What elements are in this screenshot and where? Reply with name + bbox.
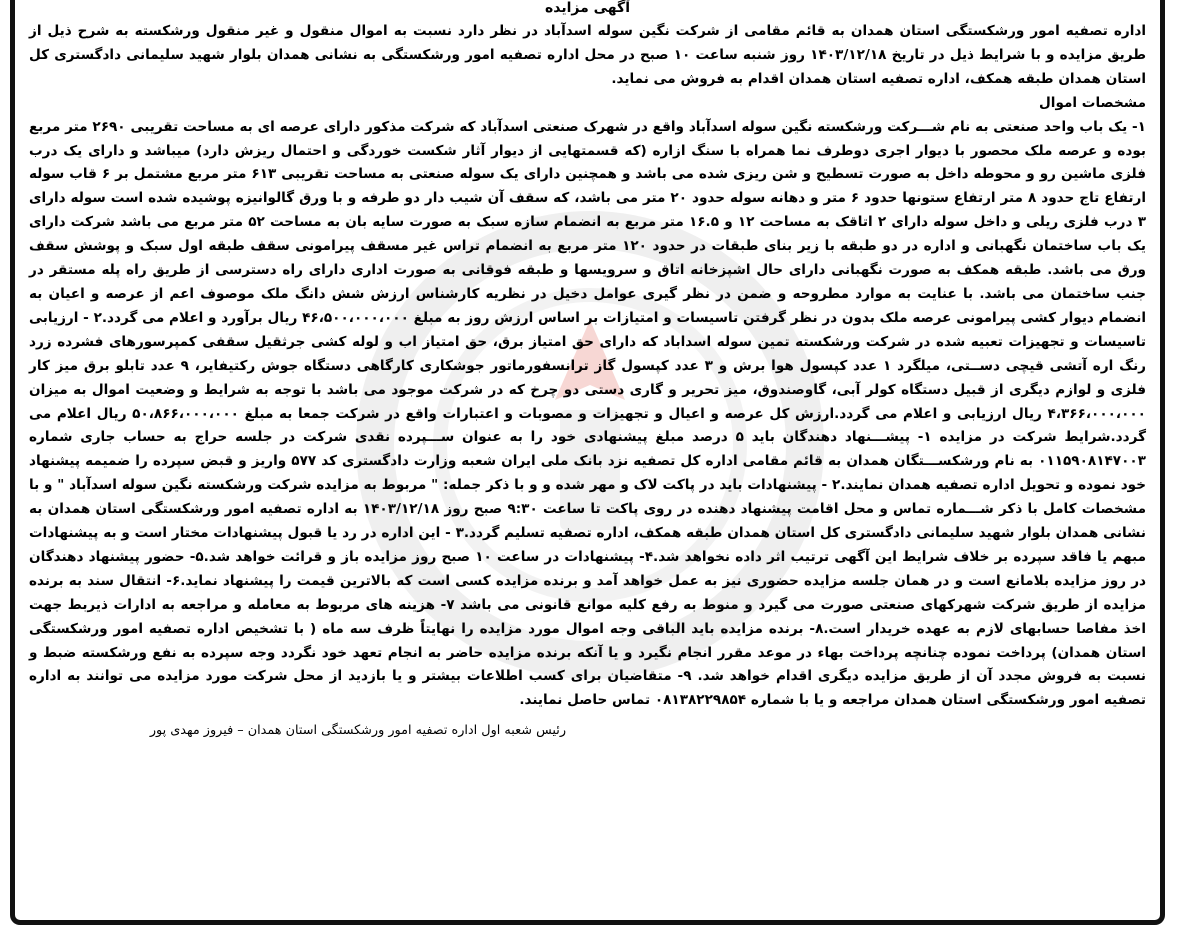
notice-intro: اداره تصفیه امور ورشکستگی استان همدان به قائم مقامی از شرکت نگین سوله اسدآباد در نظر دارد نسبت به اموال منقول و غیر منقول ورشکسته به شرح ذیل از طریق مزایده و با شرایط ذیل در تاریخ ۱۴۰۳/۱۲/۱۸ روز شنبه ساعت ۱۰ صبح در محل اداره تصفیه امور ورشکستگی به نشانی همدان بلوار شهید سلیمانی دادگستری کل استان همدان طبقه همکف، اداره تصفیه استان همدان اقدام به فروش می نماید. (29, 23, 1147, 87)
notice-signature: رئیس شعبه اول اداره تصفیه امور ورشکستگی استان همدان – فیروز مهدی پور (149, 723, 566, 739)
notice-frame (10, 0, 1165, 925)
notice-content (29, 0, 1146, 743)
section-heading: مشخصات اموال (1039, 94, 1146, 111)
notice-title: آگهی مزایده (544, 0, 630, 16)
notice-body: ۱- یک باب واحد صنعتی به نام شـــرکت ورشکسته نگین سوله اسدآباد واقع در شهرک صنعتی اسدآباد که شرکت مذکور دارای عرصه ای به مساحت تقریبی ۲۶۹۰ متر مربع بوده و عرصه ملک محصور با دیوار اجری دوطرف نما همراه با سنگ ازاره (که قسمتهایی از دیوار آثار شکست خوردگی و احتمال ریزش دارد) میباشد و دارای یک درب فلزی ماشین رو و محوطه داخل به صورت تسطیح و شن ریزی شده می باشد و همچنین دارای یک سوله صنعتی به مساحت تقریبی ۶۱۳ متر مربع مشتمل بر ۶ قاب سوله ارتفاع تاج حدود ۸ متر ارتفاع ستونها حدود ۶ متر و دهانه سوله حدود ۲۰ متر می باشد، که سقف آن شیب دار دو طرفه و با ورق گالوانیزه پوشیده شده است سوله دارای ۳ درب فلزی ریلی و داخل سوله دارای ۲ اتاقک به مساحت ۱۲ و ۱۶.۵ متر مربع به انضمام سازه سبک به صورت سایه بان به مساحت ۵۲ متر مربع می باشد شرکت دارای یک باب ساختمان نگهبانی و اداره در دو طبقه با زیر بنای طبقات در حدود ۱۲۰ متر مربع به انضمام تراس غیر مسقف پیرامونی سقف طبقه اول سبک و پوشش سقف ورق می باشد. طبقه همکف به صورت نگهبانی دارای حال اشپزخانه اتاق و سرویسها و طبقه فوقانی به صورت اداری دارای راه دسترسی از طریق راه پله مستقر در جنب ساختمان می باشد. با عنایت به موارد مطروحه و ضمن در نظر گیری عوامل دخیل در نظریه کارشناس ارزش شش دانگ ملک موصوف اعم از عرصه و اعیان به انضمام دیوار کشی پیرامونی عرصه ملک بدون در نظر گرفتن تاسیسات و امتیازات بر اساس ارزش روز به مبلغ ۴۶،۵۰۰،۰۰۰،۰۰۰ ریال برآورد و اعلام می گردد.۲ - ارزیابی تاسیسات و تجهیزات تعبیه شده در شرکت ورشکسته تمین سوله اسداباد که دارای حق امتیاز برق، حق امتیاز اب و لوله کشی جرثقیل سقفی کمپرسورهای فشرده زرد رنگ اره آتشی قیچی دســتی، میلگرد ۱ عدد کپسول هوا برش و ۳ عدد کپسول گاز ترانسفورماتور جوشکاری کارگاهی دستگاه جوش رکتیفایر، ۹ عدد تابلو برق میز کار فلزی و لوازم دیگری از قبیل دستگاه کولر آبی، گاوصندوق، میز تحریر و گاری دستی دو چرخ که در شرکت موجود می باشد با توجه به شرایط و وضعیت اموال به میزان ۴،۳۶۶،۰۰۰،۰۰۰ ریال ارزیابی و اعلام می گردد.ارزش کل عرصه و اعیال و تجهیزات و مصوبات و اعتبارات واقع در شرکت جمعا به مبلغ ۵۰،۸۶۶،۰۰۰،۰۰۰ ریال اعلام می گردد.شرایط شرکت در مزایده ۱- پیشـــنهاد دهندگان باید ۵ درصد مبلغ پیشنهادی خود را به عنوان ســـپرده نقدی شرکت در جلسه حراج به حساب جاری شماره ۰۱۱۵۹۰۸۱۴۷۰۰۳ به نام ورشکســـتگان همدان به قائم مقامی اداره کل تصفیه نزد بانک ملی ایران شعبه وزارت دادگستری کد ۵۷۷ واریز و قبض سپرده را ضمیمه پیشنهاد خود نموده و تحویل اداره تصفیه همدان نمایند.۲ - پیشنهادات باید در پاکت لاک و مهر شده و و با ذکر جمله: " مربوط به مزایده شرکت ورشکسته نگین سوله اسدآباد " و با مشخصات کامل با ذکر شـــماره تماس و محل اقامت پیشنهاد دهنده در روی پاکت تا ساعت ۹:۳۰ صبح روز ۱۴۰۳/۱۲/۱۸ به اداره تصفیه امور ورشکستگی استان همدان به نشانی همدان بلوار شهید سلیمانی دادگستری کل استان همدان طبقه همکف، اداره تصفیه تسلیم گردد.۳ - این اداره در رد یا قبول پیشنهادات مختار است و به پیشنهادات مبهم یا فاقد سپرده بر خلاف شرایط این آگهی ترتیب اثر داده نخواهد شد.۴- پیشنهادات در ساعت ۱۰ صبح روز مزایده باز و قرائت خواهد شد.۵- حضور پیشنهاد دهندگان در روز مزایده بلامانع است و در همان جلسه مزایده حضوری نیز به عمل خواهد آمد و برنده مزایده کسی است که بالاترین قیمت را پیشنهاد نماید.۶- انتقال سند به برنده مزایده از طریق شرکت شهرکهای صنعتی صورت می گیرد و منوط به رفع کلیه موانع قانونی می باشد ۷- هزینه های مربوط به معامله و مراجعه به ادارات ذیربط جهت اخذ مفاصا حسابهای لازم به عهده خریدار است.۸- برنده مزایده باید الباقی وجه اموال مورد مزایده را نهایتاً ظرف سه ماه ( با تشخیص اداره تصفیه امور ورشکستگی استان همدان) پرداخت نموده چنانچه پرداخت بهاء در موعد مقرر انجام نگیرد و یا آنکه برنده مزایده حاضر به انجام تعهد خود نگردد وجه سپرده به نفع ورشکسته ضبط و نسبت به فروش مجدد آن از طریق مزایده دیگری اقدام خواهد شد. ۹- متقاضیان برای کسب اطلاعات بیشتر و یا بازدید از محل شرکت مورد مزایده می توانند به اداره تصفیه امور ورشکستگی استان همدان مراجعه و یا با شماره ۰۸۱۳۸۲۲۹۸۵۴ تماس حاصل نمایند. (29, 118, 1147, 709)
